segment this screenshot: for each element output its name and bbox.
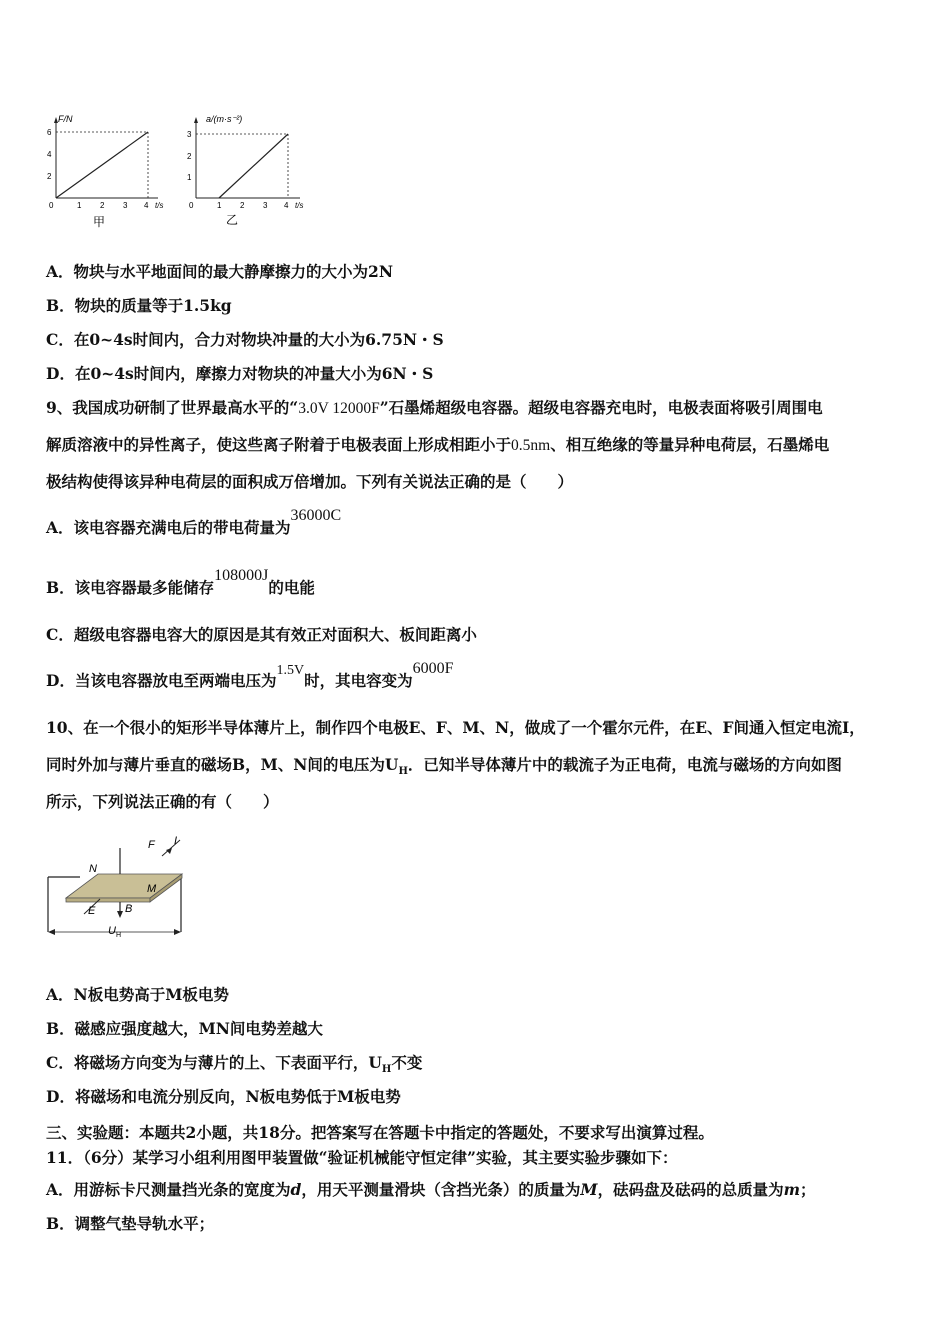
q9-stem-1b: 3.0V 12000F (298, 400, 380, 417)
q9-option-b (46, 567, 315, 598)
q9-stem-line-3: 极结构使得该异种电荷层的面积成万倍增加。下列有关说法正确的是（ ） (46, 472, 574, 491)
q11-step-a-3: ，砝码盘及砝码的总质量为 (597, 1180, 784, 1199)
q8-option-d: D．在0~4s时间内，摩擦力对物块的冲量大小为6N・S (46, 364, 434, 383)
q9-option-d-capacitance: 6000F (412, 660, 454, 677)
graph-yi-caption: 乙 (226, 213, 239, 227)
q10-stem-2b: ．已知半导体薄片中的载流子为正电荷，电流与磁场的方向如图 (407, 755, 842, 774)
q11-step-a-4: ； (799, 1180, 816, 1199)
graph-jia-y-label: F/N (58, 114, 73, 124)
graph-yi-x-tick-4: 4 (284, 201, 289, 210)
section-3-heading: 三、实验题：本题共2小题，共18分。把答案写在答题卡中指定的答题处，不要求写出演算过程。 (46, 1123, 714, 1142)
q9-option-d-text: D．当该电容器放电至两端电压为 (46, 671, 277, 690)
q11-step-a-M: M (580, 1180, 598, 1199)
q11-step-a-d: d (290, 1180, 302, 1199)
fig-label-u: U (108, 925, 116, 937)
q10-stem-line-2 (46, 753, 842, 777)
q9-option-a-text: A．该电容器充满电后的带电荷量为 (46, 518, 291, 537)
graph-jia-y-tick-2: 2 (47, 172, 52, 181)
graph-yi-y-label: a/(m·s⁻²) (206, 114, 243, 124)
fig-label-m: M (147, 883, 157, 895)
q9-stem-2a: 解质溶液中的异性离子，使这些离子附着于电极表面上形成相距小于 (46, 435, 512, 454)
q11-step-a-1: A．用游标卡尺测量挡光条的宽度为 (46, 1180, 291, 1199)
graph-jia-x-tick-2: 2 (100, 201, 105, 210)
graph-jia-x-tick-3: 3 (123, 201, 128, 210)
q10-option-c-sub: H (381, 1064, 392, 1076)
q9-option-d-mid: 时，其电容变为 (304, 671, 413, 690)
graph-jia (40, 108, 175, 233)
q11-step-a-m: m (783, 1180, 800, 1199)
q10-option-c (46, 1051, 422, 1075)
q9-option-b-text: B．该电容器最多能储存 (46, 578, 215, 597)
q10-option-c-tail: 不变 (391, 1053, 423, 1072)
q9-option-a-value: 36000C (290, 507, 342, 524)
fig-label-e: E (88, 905, 96, 917)
q9-option-d-voltage: 1.5V (276, 663, 305, 678)
q10-option-b: B．磁感应强度越大，MN间电势差越大 (46, 1019, 323, 1038)
q9-option-d (46, 660, 454, 691)
q9-stem-2c: 、相互绝缘的等量异种电荷层，石墨烯电 (550, 435, 830, 454)
q9-option-c: C．超级电容器电容大的原因是其有效正对面积大、板间距离小 (46, 625, 477, 644)
graph-jia-y-tick-4: 4 (47, 150, 52, 159)
q9-stem-1c: ”石墨烯超级电容器。超级电容器充电时，电极表面将吸引周围电 (379, 398, 823, 417)
q10-stem-line-1: 10、在一个很小的矩形半导体薄片上，制作四个电极E、F、M、N，做成了一个霍尔元件，在E、F间通入恒定电流I， (46, 718, 865, 737)
graph-yi-x-tick-3: 3 (263, 201, 268, 210)
graph-jia-y-tick-6: 6 (47, 128, 52, 137)
q11-stem: 11．（6分）某学习小组利用图甲装置做“验证机械能守恒定律”实验，其主要实验步骤如下： (46, 1148, 678, 1167)
q11-step-a-2: ，用天平测量滑块（含挡光条）的质量为 (301, 1180, 581, 1199)
graph-yi-y-tick-1: 1 (187, 173, 192, 182)
q10-option-a: A．N板电势高于M板电势 (46, 985, 229, 1004)
q10-stem-2-sub: H (398, 766, 408, 778)
q9-stem-1a: 9、我国成功研制了世界最高水平的“ (46, 398, 299, 417)
graph-jia-x-tick-4: 4 (144, 201, 149, 210)
q9-option-b-tail: 的电能 (268, 578, 315, 597)
graph-yi-x-tick-2: 2 (240, 201, 245, 210)
graph-yi-x-tick-0: 0 (189, 201, 194, 210)
graph-jia-data-line (56, 132, 148, 198)
graph-jia-x-tick-1: 1 (77, 201, 82, 210)
q9-option-b-value: 108000J (214, 567, 269, 584)
hall-element-figure (44, 828, 204, 946)
q9-stem-line-1 (46, 396, 823, 418)
graph-yi-y-tick-3: 3 (187, 130, 192, 139)
q9-stem-line-2 (46, 433, 829, 455)
q10-option-c-text: C．将磁场方向变为与薄片的上、下表面平行，U (46, 1053, 382, 1072)
graph-yi (180, 108, 320, 233)
fig-label-f: F (148, 839, 155, 851)
q11-step-b: B．调整气垫导轨水平； (46, 1214, 215, 1233)
q10-option-d: D．将磁场和电流分别反向，N板电势低于M板电势 (46, 1087, 401, 1106)
fig-label-n: N (89, 863, 97, 875)
fig-label-b: B (125, 903, 133, 915)
q8-option-a: A．物块与水平地面间的最大静摩擦力的大小为2N (46, 262, 393, 281)
graph-yi-x-label: t/s (295, 201, 304, 210)
q9-option-a (46, 507, 342, 538)
q8-option-b: B．物块的质量等于1.5kg (46, 296, 232, 315)
graph-yi-y-tick-2: 2 (187, 152, 192, 161)
graph-yi-x-tick-1: 1 (217, 201, 222, 210)
q8-option-c: C．在0~4s时间内，合力对物块冲量的大小为6.75N・S (46, 330, 444, 349)
fig-label-u-sub: H (116, 932, 122, 939)
graph-jia-caption: 甲 (93, 215, 106, 229)
q10-stem-2: 同时外加与薄片垂直的磁场B，M、N间的电压为U (46, 755, 399, 774)
graph-jia-x-label: t/s (155, 201, 164, 210)
q11-step-a (46, 1178, 816, 1200)
q9-stem-2b: 0.5nm (511, 437, 551, 454)
graph-jia-x-tick-0: 0 (49, 201, 54, 210)
q10-stem-line-3: 所示，下列说法正确的有（ ） (46, 792, 279, 811)
graph-yi-data-line (219, 134, 288, 198)
fig-label-i: I (174, 835, 178, 847)
